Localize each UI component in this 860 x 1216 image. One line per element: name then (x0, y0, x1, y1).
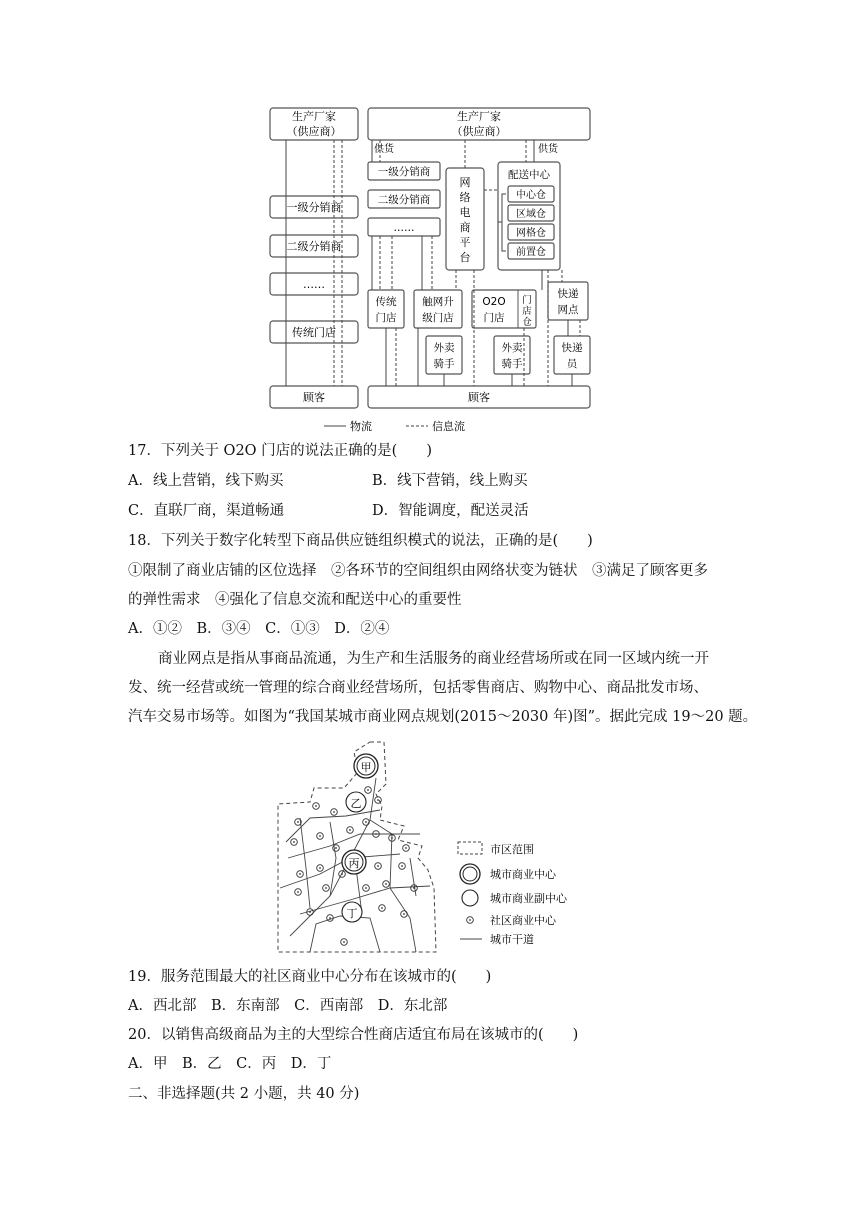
rider2-2: 骑手 (501, 358, 523, 370)
q18-statements-line2: 的弹性需求 ④强化了信息交流和配送中心的重要性 (128, 592, 462, 608)
warehouse-4: 前置仓 (516, 247, 546, 258)
left-producer-sub: （供应商） (286, 125, 342, 138)
legend-city-range: 市区范围 (490, 843, 534, 856)
rider1-1: 外卖 (433, 342, 455, 354)
supply-chain-diagram (262, 100, 598, 436)
q20-options: A．甲 B．乙 C．丙 D．丁 (128, 1056, 332, 1072)
store-wh-3: 仓 (522, 317, 532, 328)
q17-option-c: C．直联厂商，渠道畅通 (128, 503, 285, 519)
label-bing: 丙 (348, 857, 360, 870)
right-producer-sub: （供应商） (451, 125, 507, 138)
supply-left-label: 供货 (374, 144, 394, 155)
o2o-store-1: O2O (482, 296, 506, 308)
legend-community-center: 社区商业中心 (490, 914, 556, 927)
legend-trunk-road: 城市干道 (490, 933, 534, 946)
left-chain-3: …… (303, 278, 325, 291)
platform-c4: 商 (459, 221, 471, 234)
q18-options: A．①② B．③④ C．①③ D．②④ (128, 621, 390, 637)
q19-stem: 19．服务范围最大的社区商业中心分布在该城市的( ) (128, 969, 492, 985)
warehouse-1: 中心仓 (516, 190, 546, 201)
o2o-store-2: 门店 (483, 312, 505, 324)
express-point-1: 快递 (557, 288, 579, 300)
platform-c5: 平 (459, 236, 471, 249)
courier-2: 员 (566, 358, 578, 370)
upgraded-store-2: 级门店 (422, 312, 454, 324)
left-chain-1: 一级分销商 (286, 201, 342, 214)
q18-stem: 18．下列关于数字化转型下商品供应链组织模式的说法，正确的是( ) (128, 533, 593, 549)
mid-dist-1: 一级分销商 (377, 166, 431, 178)
trad-store-1: 传统 (375, 296, 397, 308)
q19-options: A．西北部 B．东南部 C．西南部 D．东北部 (128, 998, 448, 1014)
platform-c1: 网 (459, 176, 471, 189)
platform-c6: 台 (459, 251, 471, 264)
passage-line1: 商业网点是指从事商品流通，为生产和生活服务的商业经营场所或在同一区域内统一开 (158, 651, 709, 667)
trad-store-2: 门店 (375, 312, 397, 324)
left-producer: 生产厂家 (292, 110, 336, 123)
passage-line2: 发、统一经营或统一管理的综合商业经营场所，包括零售商店、购物中心、商品批发市场、 (128, 680, 708, 696)
platform-c2: 络 (459, 191, 471, 204)
supply-right-label: 供货 (538, 144, 558, 155)
left-chain-4: 传统门店 (292, 326, 336, 339)
right-customer: 顾客 (468, 391, 490, 404)
q17-option-b: B．线下营销，线上购买 (372, 473, 528, 489)
city-map (270, 738, 600, 960)
legend-sub-center: 城市商业副中心 (490, 892, 567, 905)
rider1-2: 骑手 (433, 358, 455, 370)
left-chain-2: 二级分销商 (286, 240, 342, 253)
dist-center-label: 配送中心 (508, 169, 550, 181)
q17-option-d: D．智能调度，配送灵活 (372, 503, 529, 519)
legend-info: 信息流 (432, 420, 465, 433)
express-point-2: 网点 (557, 304, 579, 316)
warehouse-2: 区域仓 (516, 209, 546, 220)
store-wh-2: 店 (522, 306, 532, 317)
q18-statements-line1: ①限制了商业店铺的区位选择 ②各环节的空间组织由网络状变为链状 ③满足了顾客更多 (128, 563, 708, 579)
label-jia: 甲 (360, 761, 372, 774)
label-yi: 乙 (350, 797, 362, 810)
store-wh-1: 门 (522, 295, 532, 306)
label-ding: 丁 (346, 907, 358, 920)
section-2-heading: 二、非选择题(共 2 小题，共 40 分) (128, 1086, 360, 1102)
platform-c3: 电 (459, 206, 471, 219)
mid-dist-2: 二级分销商 (377, 194, 431, 206)
q20-stem: 20．以销售高级商品为主的大型综合性商店适宜布局在该城市的( ) (128, 1027, 579, 1043)
rider2-1: 外卖 (501, 342, 523, 354)
legend-city-center: 城市商业中心 (490, 868, 556, 881)
q17-option-a: A．线上营销，线下购买 (128, 473, 284, 489)
legend-flow: 物流 (350, 420, 372, 433)
courier-1: 快递 (561, 342, 583, 354)
passage-line3: 汽车交易市场等。如图为“我国某城市商业网点规划(2015～2030 年)图”。据此完成 19～20 题。 (128, 709, 758, 725)
right-producer: 生产厂家 (457, 110, 501, 123)
upgraded-store-1: 触网升 (422, 296, 454, 308)
q17-stem: 17．下列关于 O2O 门店的说法正确的是( ) (128, 443, 432, 459)
warehouse-3: 网格仓 (516, 228, 546, 239)
left-customer: 顾客 (303, 391, 325, 404)
mid-dist-3: …… (393, 222, 415, 234)
